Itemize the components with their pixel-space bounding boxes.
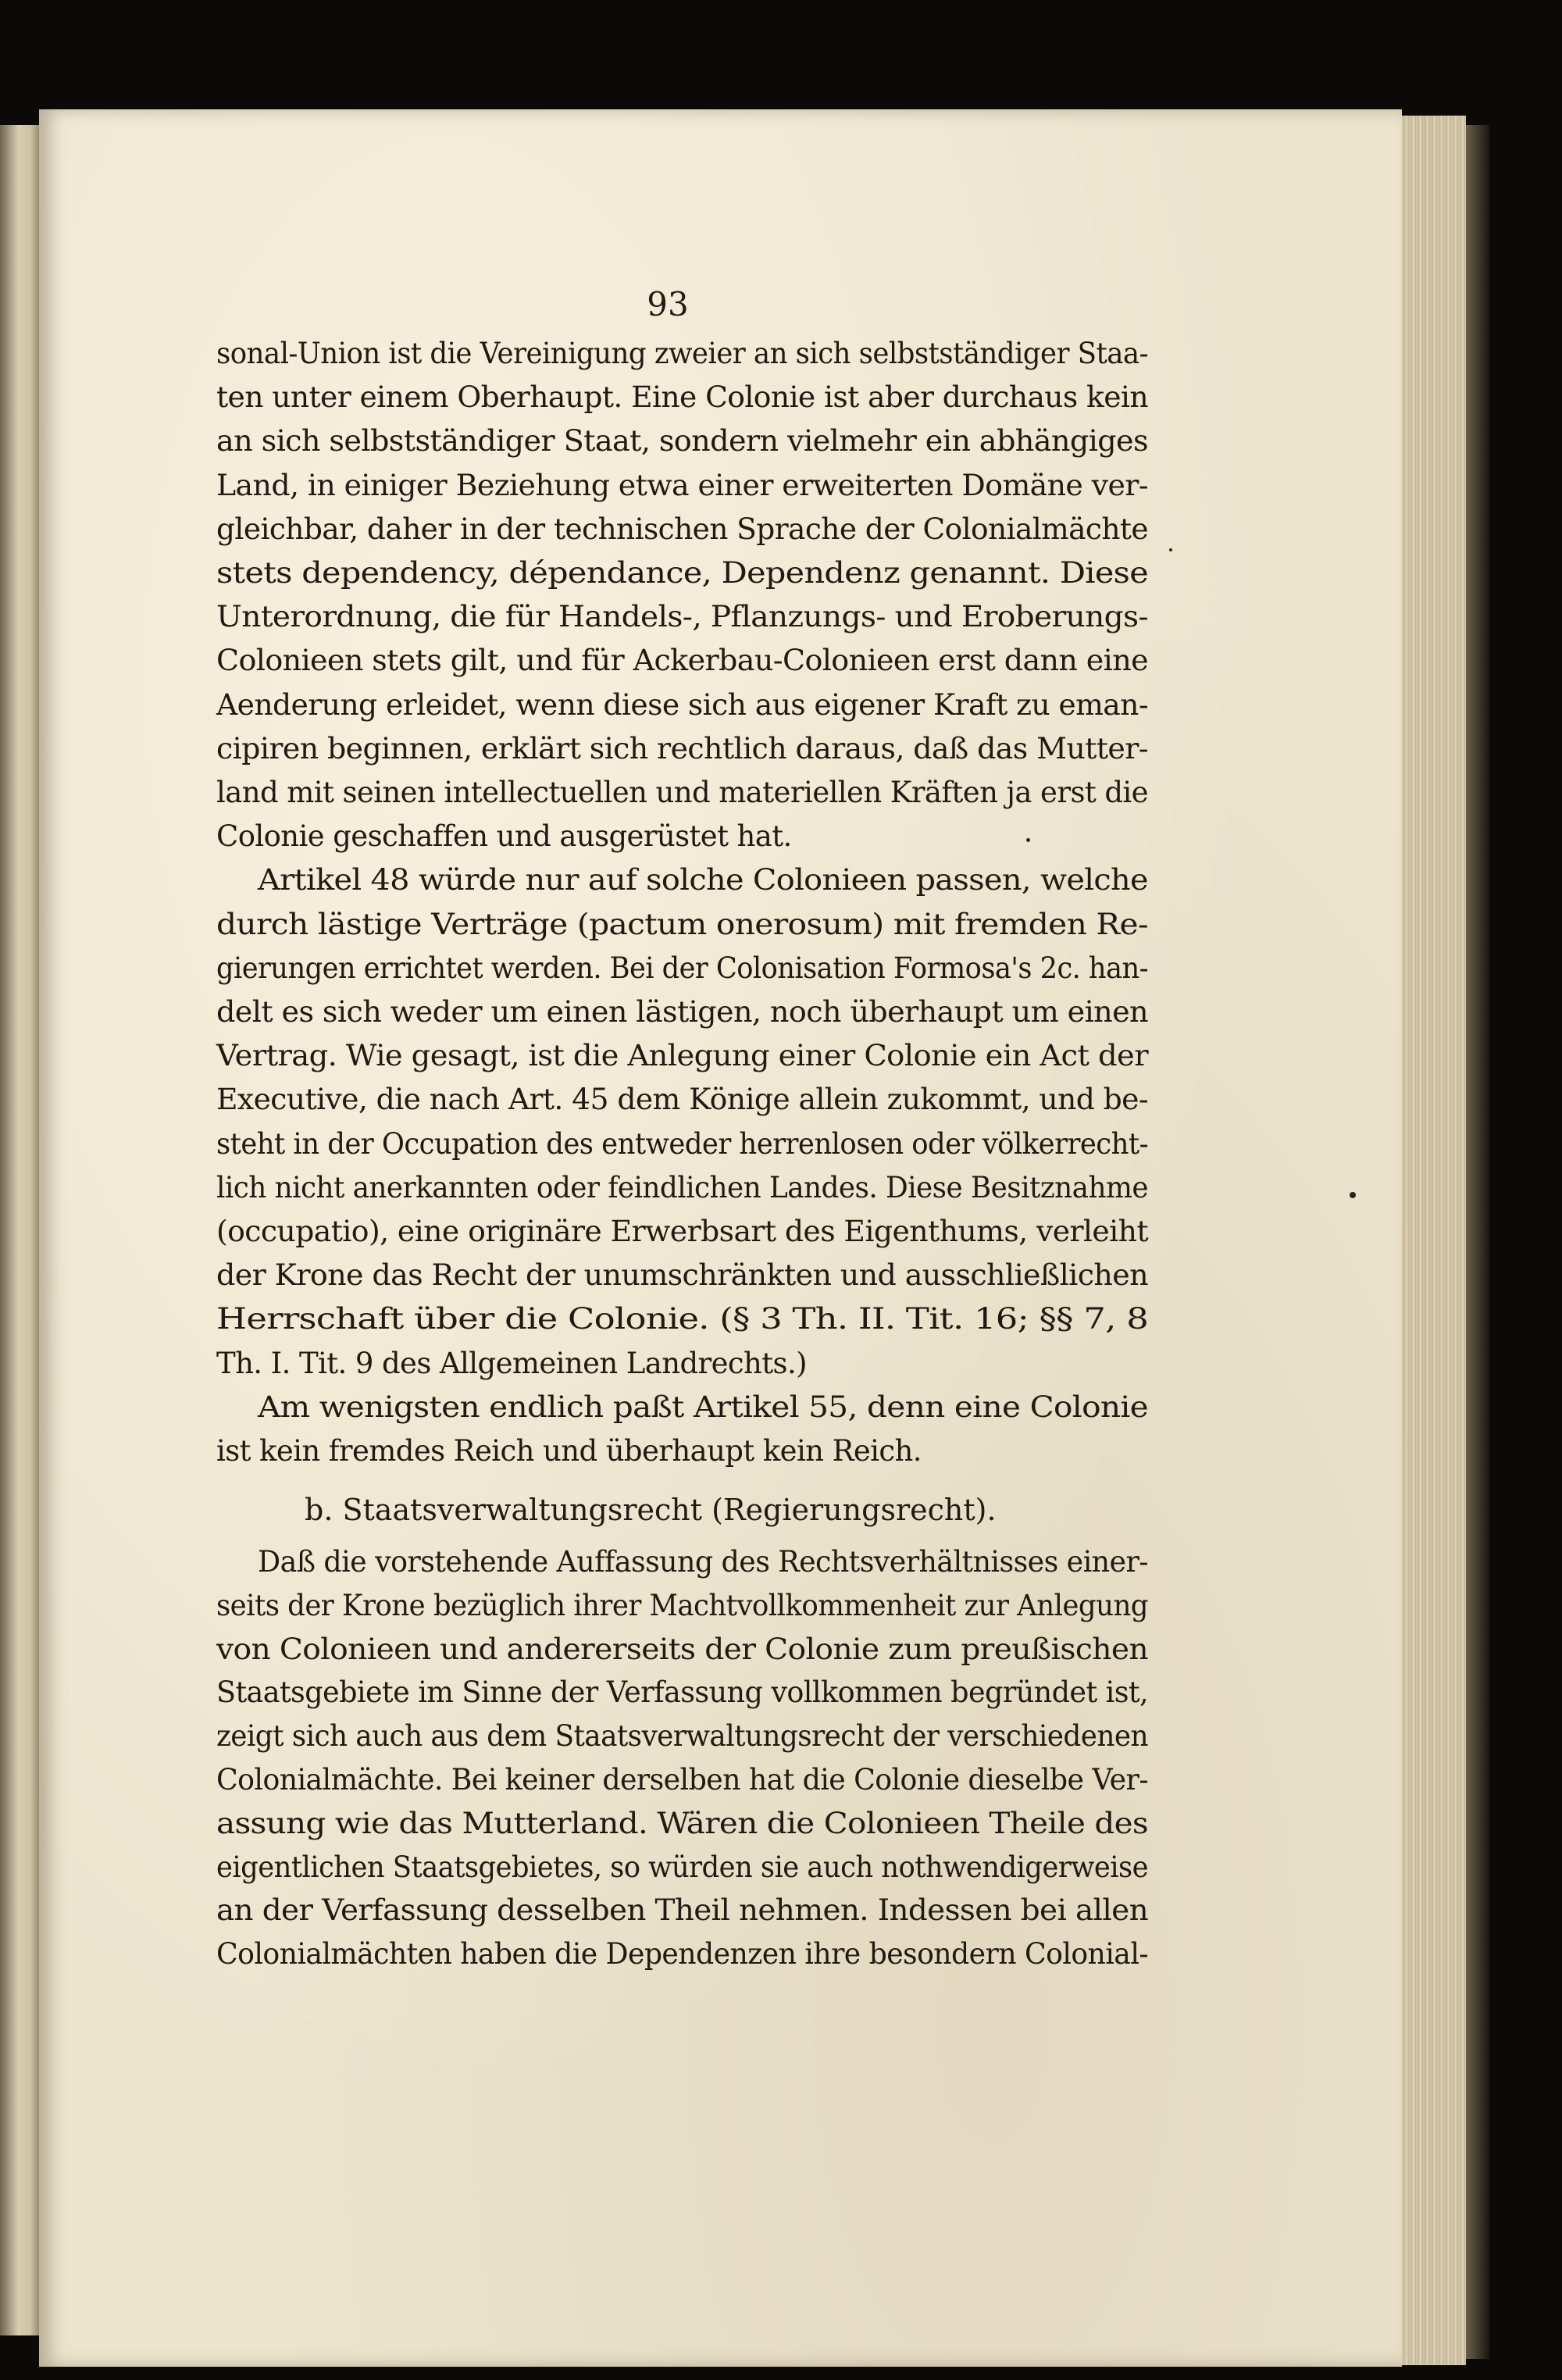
ink-speck [1026,838,1030,842]
text-line [216,1169,1148,1208]
text-line [216,1761,1148,1800]
text-line-content: seits der Krone bezüglich ihrer Machtvollkommenheit zur Anlegung [216,1588,1148,1622]
page-stack-shadow [1466,125,1489,2359]
text-line-content: Staatsgebiete im Sinne der Verfassung vollkommen begründet ist, [216,1675,1148,1710]
text-line [216,773,1148,812]
text-line [216,1432,1148,1471]
text-line-content: lich nicht anerkannten oder feindlichen Landes. Diese Besitznahme [216,1170,1148,1204]
text-line [216,554,1148,593]
text-line-content: Am wenigsten endlich paßt Artikel 55, denn eine Colonie [258,1390,1148,1424]
text-line [258,861,1148,900]
text-line [216,730,1148,769]
text-line-content: zeigt sich auch aus dem Staatsverwaltungsrecht der verschiedenen [216,1719,1148,1754]
text-line-content: sonal-Union ist die Vereinigung zweier an sich selbstständiger Staa- [216,337,1148,370]
text-line [216,686,1148,725]
text-line-content: von Colonieen und andererseits der Colonie zum preußischen [216,1632,1148,1666]
text-line-content: cipiren beginnen, erklärt sich rechtlich daraus, daß das Mutter- [216,731,1148,765]
text-line-content: Land, in einiger Beziehung etwa einer erweiterten Domäne ver- [216,468,1148,502]
text-line [216,1300,1148,1339]
text-line [258,1388,1148,1427]
text-line [216,1080,1148,1119]
text-line [216,510,1148,549]
text-line [216,949,1148,988]
text-line [216,1125,1148,1164]
ink-speck [1350,1192,1356,1198]
text-line [216,1673,1148,1712]
text-line [216,1212,1148,1251]
text-line-content: ten unter einem Oberhaupt. Eine Colonie ist aber durchaus kein [216,380,1148,415]
text-line-content: Th. I. Tit. 9 des Allgemeinen Landrechts.) [216,1346,807,1380]
text-line-content: Executive, die nach Art. 45 dem Könige allein zukommt, und be- [216,1083,1148,1117]
text-line [216,993,1148,1032]
text-line [216,466,1148,505]
text-line [216,1935,1148,1974]
text-line-content: an sich selbstständiger Staat, sondern vielmehr ein abhängiges [216,424,1148,459]
text-line-content: (occupatio), eine originäre Erwerbsart des Eigenthums, verleiht [216,1215,1148,1248]
text-line [216,1848,1148,1887]
text-line [216,334,1148,373]
text-line-content: der Krone das Recht der unumschränkten und ausschließlichen [216,1258,1148,1293]
text-line [216,817,1148,856]
text-line [216,422,1148,461]
section-heading: b. Staatsverwaltungsrecht (Regierungsrecht). [305,1493,997,1527]
text-line-content: gierungen errichtet werden. Bei der Colonisation Formosa's 2c. han- [216,951,1148,985]
text-line-content: Aenderung erleidet, wenn diese sich aus eigener Kraft zu eman- [216,687,1148,722]
text-line-content: ist kein fremdes Reich und überhaupt kein Reich. [216,1434,922,1468]
text-line [216,1891,1148,1930]
text-line-content: an der Verfassung desselben Theil nehmen. Indessen bei allen [216,1893,1148,1928]
text-line-content: land mit seinen intellectuellen und materiellen Kräften ja erst die [216,776,1148,809]
text-line [258,1543,1148,1582]
text-line [216,905,1148,944]
text-line-content: eigentlichen Staatsgebietes, so würden sie auch nothwendigerweise [216,1850,1148,1884]
text-line [216,1630,1148,1669]
text-line-content: Artikel 48 würde nur auf solche Colonieen passen, welche [258,863,1148,897]
page-number: 93 [647,285,689,323]
text-line [216,1804,1148,1843]
text-line [216,1586,1148,1625]
text-line-content: Colonialmächte. Bei keiner derselben hat die Colonie dieselbe Ver- [216,1763,1148,1797]
text-line [216,1256,1148,1295]
text-line-content: assung wie das Mutterland. Wären die Colonieen Theile des [216,1806,1148,1840]
page-stack-edge [1402,116,1466,2365]
text-line-content: Vertrag. Wie gesagt, ist die Anlegung einer Colonie ein Act der [216,1039,1149,1073]
text-line-content: delt es sich weder um einen lästigen, noch überhaupt um einen [216,995,1148,1029]
text-line [216,378,1148,417]
text-line-content: Unterordnung, die für Handels-, Pflanzungs- und Eroberungs- [216,600,1148,634]
text-line-content: Daß die vorstehende Auffassung des Rechtsverhältnisses einer- [258,1545,1148,1579]
text-line [216,1717,1148,1756]
text-line-content: durch lästige Verträge (pactum onerosum) mit fremden Re- [216,907,1149,941]
text-line-content: stets dependency, dépendance, Dependenz genannt. Diese [216,556,1148,590]
text-line-content: Colonieen stets gilt, und für Ackerbau-Colonieen erst dann eine [216,644,1148,678]
text-line-content: Colonialmächten haben die Dependenzen ihre besondern Colonial- [216,1937,1148,1971]
ink-speck [1169,548,1172,551]
text-line [216,1344,1148,1383]
text-line [216,641,1148,680]
text-line-content: Herrschaft über die Colonie. (§ 3 Th. II. Tit. 16; §§ 7, 8 [216,1302,1148,1336]
text-line-content: steht in der Occupation des entweder herrenlosen oder völkerrecht- [216,1126,1148,1161]
text-line [216,1037,1148,1076]
left-page-edge [0,125,41,2335]
text-line-content: gleichbar, daher in der technischen Sprache der Colonialmächte [216,512,1149,546]
text-line-content: Colonie geschaffen und ausgerüstet hat. [216,819,792,854]
text-line [216,598,1148,637]
